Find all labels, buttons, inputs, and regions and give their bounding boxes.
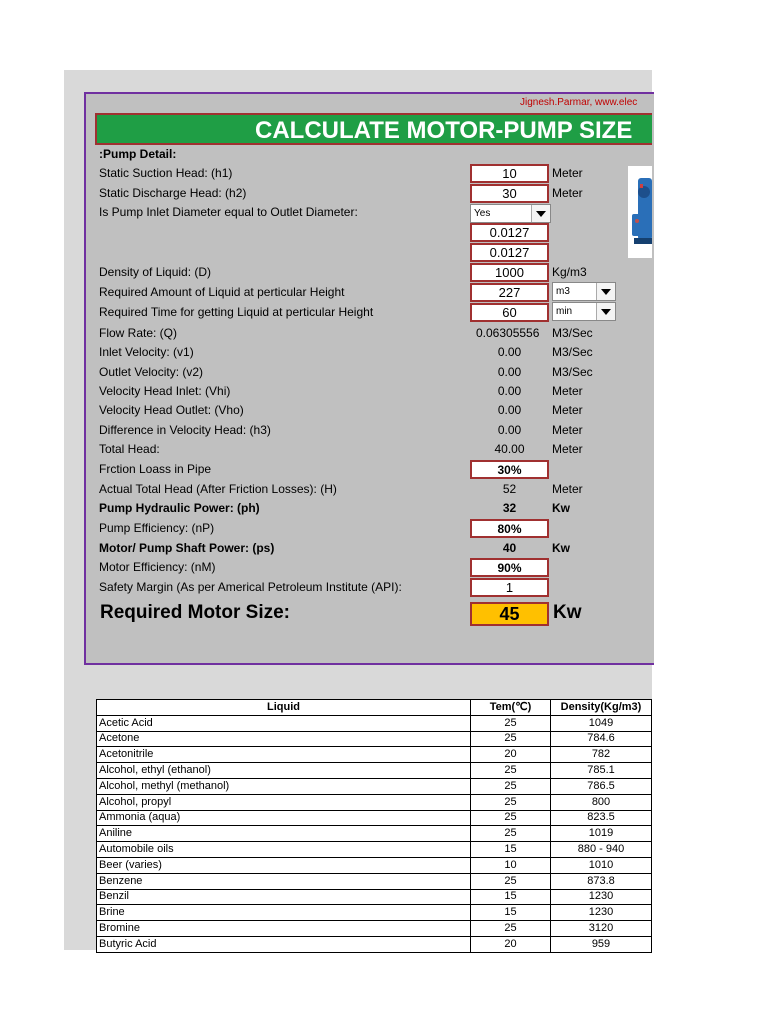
label-total-head: Total Head:	[99, 442, 160, 456]
table-row	[97, 794, 652, 810]
input-h2[interactable]: 30	[470, 184, 549, 203]
unit-shaft-power: Kw	[552, 541, 570, 555]
cell-temperature: 20	[471, 747, 551, 763]
dropdown-arrow-icon[interactable]	[596, 303, 615, 320]
label-vho: Velocity Head Outlet: (Vho)	[99, 403, 244, 417]
label-actual-head: Actual Total Head (After Friction Losses): (H)	[99, 482, 337, 496]
cell-temperature: 25	[471, 826, 551, 842]
result-value: 45	[470, 602, 549, 626]
cell-liquid: Benzene	[97, 873, 471, 889]
table-row	[97, 810, 652, 826]
cell-temperature: 25	[471, 794, 551, 810]
cell-liquid: Acetic Acid	[97, 715, 471, 731]
cell-liquid: Acetonitrile	[97, 747, 471, 763]
value-h3: 0.00	[497, 423, 522, 437]
cell-density: 1010	[551, 857, 652, 873]
time-unit-select[interactable]	[552, 302, 616, 321]
unit-v1: M3/Sec	[552, 345, 593, 359]
value-vhi: 0.00	[497, 384, 522, 398]
cell-liquid: Bromine	[97, 921, 471, 937]
cell-liquid: Beer (varies)	[97, 857, 471, 873]
unit-density: Kg/m3	[552, 265, 587, 279]
cell-density: 786.5	[551, 778, 652, 794]
cell-temperature: 15	[471, 889, 551, 905]
label-pump-efficiency: Pump Efficiency: (nP)	[99, 521, 215, 535]
table-row	[97, 905, 652, 921]
label-v2: Outlet Velocity: (v2)	[99, 365, 204, 379]
cell-density: 873.8	[551, 873, 652, 889]
label-h2: Static Discharge Head: (h2)	[99, 186, 247, 200]
label-safety-margin: Safety Margin (As per Americal Petroleum Institute (API):	[99, 580, 402, 594]
table-row	[97, 921, 652, 937]
dropdown-arrow-icon[interactable]	[596, 283, 615, 300]
unit-total-head: Meter	[552, 442, 583, 456]
table-row	[97, 842, 652, 858]
value-flow: 0.06305556	[476, 326, 540, 340]
value-actual-head: 52	[502, 482, 517, 496]
cell-density: 823.5	[551, 810, 652, 826]
value-hydraulic-power: 32	[502, 501, 517, 515]
amount-unit-select[interactable]	[552, 282, 616, 301]
label-shaft-power: Motor/ Pump Shaft Power: (ps)	[99, 541, 275, 555]
table-row	[97, 778, 652, 794]
cell-temperature: 25	[471, 778, 551, 794]
cell-temperature: 25	[471, 731, 551, 747]
cell-density: 1049	[551, 715, 652, 731]
label-motor-efficiency: Motor Efficiency: (nM)	[99, 560, 216, 574]
input-h1[interactable]: 10	[470, 164, 549, 183]
cell-liquid: Brine	[97, 905, 471, 921]
label-time: Required Time for getting Liquid at perticular Height	[99, 305, 374, 319]
page-title: CALCULATE MOTOR-PUMP SIZE	[255, 117, 633, 144]
value-v2: 0.00	[497, 365, 522, 379]
amount-unit-value: m3	[556, 286, 570, 297]
cell-density: 3120	[551, 921, 652, 937]
label-v1: Inlet Velocity: (v1)	[99, 345, 194, 359]
header-temperature: Tem(℃)	[471, 700, 551, 716]
label-diameter: Is Pump Inlet Diameter equal to Outlet Diameter:	[99, 205, 358, 219]
table-row	[97, 731, 652, 747]
unit-v2: M3/Sec	[552, 365, 593, 379]
cell-temperature: 25	[471, 763, 551, 779]
cell-temperature: 25	[471, 921, 551, 937]
label-density: Density of Liquid: (D)	[99, 265, 212, 279]
unit-h1: Meter	[552, 166, 583, 180]
label-flow: Flow Rate: (Q)	[99, 326, 178, 340]
table-row	[97, 715, 652, 731]
input-outlet-diameter[interactable]: 0.0127	[470, 243, 549, 262]
label-h3: Difference in Velocity Head: (h3)	[99, 423, 271, 437]
label-h1: Static Suction Head: (h1)	[99, 166, 233, 180]
unit-vho: Meter	[552, 403, 583, 417]
cell-temperature: 25	[471, 810, 551, 826]
cell-liquid: Alcohol, propyl	[97, 794, 471, 810]
cell-density: 1230	[551, 905, 652, 921]
cell-temperature: 25	[471, 873, 551, 889]
table-row	[97, 826, 652, 842]
value-shaft-power: 40	[502, 541, 517, 555]
input-friction[interactable]: 30%	[470, 460, 549, 479]
cell-liquid: Butyric Acid	[97, 936, 471, 952]
header-density: Density(Kg/m3)	[551, 700, 652, 716]
time-unit-value: min	[556, 306, 573, 317]
label-vhi: Velocity Head Inlet: (Vhi)	[99, 384, 231, 398]
author-credit: Jignesh.Parmar, www.elec	[520, 97, 638, 108]
value-total-head: 40.00	[494, 442, 525, 456]
value-vho: 0.00	[497, 403, 522, 417]
cell-liquid: Automobile oils	[97, 842, 471, 858]
cell-density: 1019	[551, 826, 652, 842]
section-heading: :Pump Detail:	[99, 147, 177, 161]
cell-density: 959	[551, 936, 652, 952]
pump-icon	[628, 166, 652, 258]
table-row	[97, 763, 652, 779]
table-row	[97, 936, 652, 952]
cell-liquid: Benzil	[97, 889, 471, 905]
cell-density: 1230	[551, 889, 652, 905]
cell-temperature: 20	[471, 936, 551, 952]
diameter-select[interactable]	[470, 204, 551, 223]
cell-liquid: Alcohol, ethyl (ethanol)	[97, 763, 471, 779]
cell-liquid: Ammonia (aqua)	[97, 810, 471, 826]
table-header-row	[97, 700, 652, 716]
label-hydraulic-power: Pump Hydraulic Power: (ph)	[99, 501, 260, 515]
result-label: Required Motor Size:	[100, 602, 291, 623]
input-safety-margin[interactable]: 1	[470, 578, 549, 597]
cell-temperature: 10	[471, 857, 551, 873]
input-time[interactable]: 60	[470, 303, 549, 322]
label-friction: Frction Loass in Pipe	[99, 462, 212, 476]
unit-h3: Meter	[552, 423, 583, 437]
input-inlet-diameter[interactable]: 0.0127	[470, 223, 549, 242]
pump-image	[628, 166, 652, 258]
unit-h2: Meter	[552, 186, 583, 200]
cell-temperature: 15	[471, 842, 551, 858]
table-row	[97, 857, 652, 873]
header-liquid: Liquid	[97, 700, 471, 716]
title-banner	[95, 113, 652, 145]
unit-hydraulic-power: Kw	[552, 501, 570, 515]
unit-vhi: Meter	[552, 384, 583, 398]
cell-liquid: Alcohol, methyl (methanol)	[97, 778, 471, 794]
unit-actual-head: Meter	[552, 482, 583, 496]
input-motor-efficiency[interactable]: 90%	[470, 558, 549, 577]
cell-liquid: Aniline	[97, 826, 471, 842]
table-row	[97, 873, 652, 889]
cell-density: 785.1	[551, 763, 652, 779]
dropdown-arrow-icon[interactable]	[531, 205, 550, 222]
cell-density: 800	[551, 794, 652, 810]
cell-temperature: 25	[471, 715, 551, 731]
table-row	[97, 747, 652, 763]
cell-density: 880 - 940	[551, 842, 652, 858]
diameter-select-value: Yes	[474, 208, 491, 219]
input-density[interactable]: 1000	[470, 263, 549, 282]
table-row	[97, 889, 652, 905]
result-unit: Kw	[553, 602, 582, 623]
cell-liquid: Acetone	[97, 731, 471, 747]
cell-density: 782	[551, 747, 652, 763]
cell-temperature: 15	[471, 905, 551, 921]
cell-density: 784.6	[551, 731, 652, 747]
liquid-density-table	[96, 699, 652, 953]
input-pump-efficiency[interactable]: 80%	[470, 519, 549, 538]
input-amount[interactable]: 227	[470, 283, 549, 302]
value-v1: 0.00	[497, 345, 522, 359]
label-amount: Required Amount of Liquid at perticular Height	[99, 285, 345, 299]
unit-flow: M3/Sec	[552, 326, 593, 340]
